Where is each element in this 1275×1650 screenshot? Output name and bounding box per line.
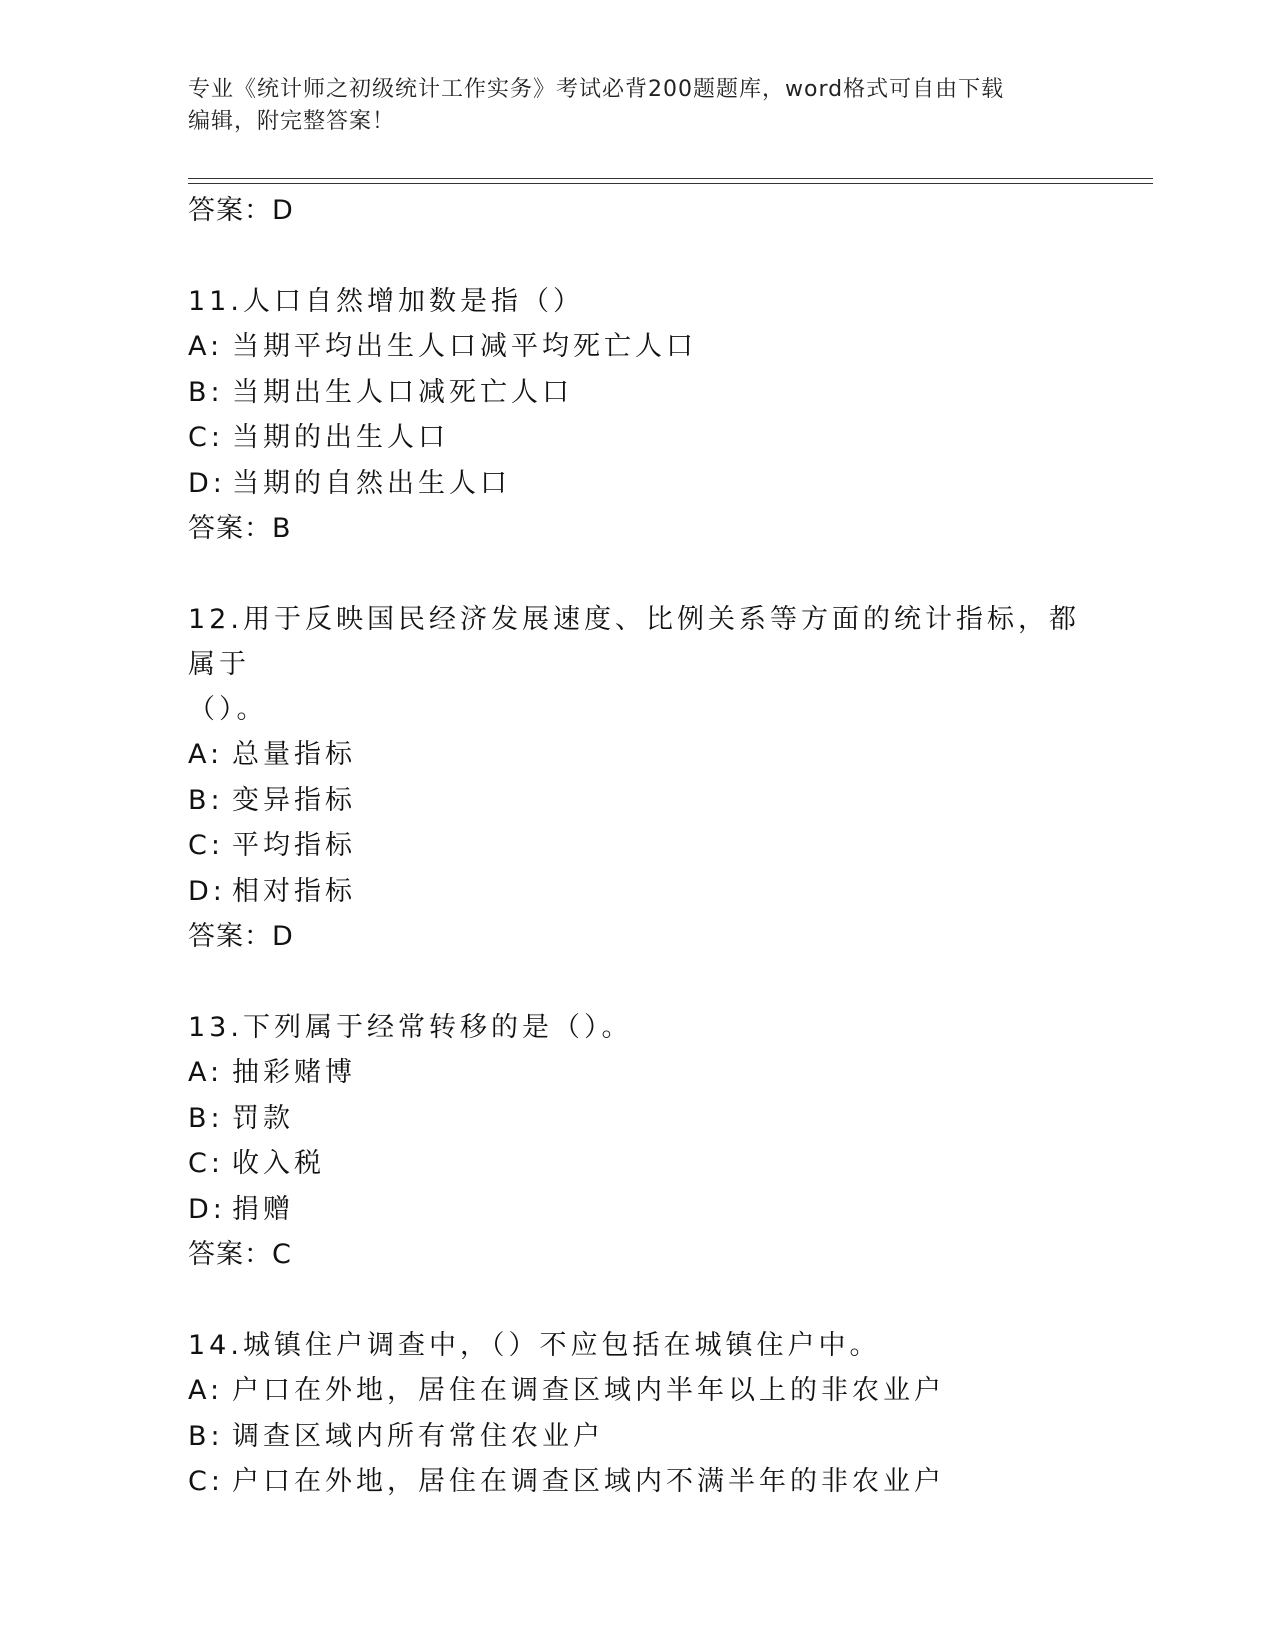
- option-text: 当期出生人口减死亡人口: [232, 376, 573, 408]
- option-d: [188, 1187, 1088, 1233]
- option-key: B:: [188, 784, 224, 816]
- question-12: [188, 597, 1088, 959]
- question-list: [188, 188, 1088, 1505]
- option-text: 当期平均出生人口减平均死亡人口: [232, 331, 697, 362]
- option-c: [188, 415, 1088, 461]
- header-line-2: 编辑，附完整答案！: [188, 109, 396, 134]
- header-rule-top: [188, 178, 1153, 179]
- option-text: 总量指标: [232, 739, 356, 770]
- option-text: 户口在外地，居住在调查区域内不满半年的非农业户: [232, 1466, 945, 1497]
- option-text: 抽彩赌博: [232, 1057, 356, 1088]
- option-c: [188, 823, 1088, 869]
- option-text: 平均指标: [232, 830, 356, 861]
- option-key: B:: [188, 1420, 224, 1452]
- header-rule-bottom: [188, 183, 1153, 184]
- header-line-1: 专业《统计师之初级统计工作实务》考试必背200题题库，word格式可自由下载: [188, 77, 1005, 102]
- option-text: 当期的自然出生人口: [232, 467, 511, 499]
- previous-answer: 答案：D: [188, 195, 294, 226]
- option-c: [188, 1459, 1088, 1505]
- option-key: A:: [188, 739, 224, 770]
- option-text: 当期的出生人口: [232, 422, 449, 453]
- option-text: 户口在外地，居住在调查区域内半年以上的非农业户: [232, 1375, 945, 1406]
- option-a: [188, 324, 1088, 370]
- option-text: 收入税: [232, 1148, 325, 1179]
- option-a: [188, 1050, 1088, 1096]
- option-b: [188, 370, 1088, 416]
- option-b: [188, 1096, 1088, 1142]
- document-header: [188, 74, 1088, 138]
- option-b: [188, 778, 1088, 824]
- option-a: [188, 1368, 1088, 1414]
- option-key: C:: [188, 830, 224, 861]
- option-d: [188, 461, 1088, 507]
- question-11: [188, 279, 1088, 551]
- option-text: 变异指标: [232, 784, 356, 816]
- option-text: 罚款: [232, 1102, 294, 1134]
- answer: 答案：B: [188, 513, 292, 544]
- option-key: A:: [188, 1057, 224, 1088]
- question-text-continued: （）。: [188, 694, 268, 725]
- option-key: D:: [188, 875, 226, 907]
- answer: 答案：C: [188, 1239, 292, 1270]
- option-key: B:: [188, 376, 224, 408]
- option-text: 捐赠: [232, 1193, 294, 1225]
- option-key: A:: [188, 331, 224, 362]
- option-key: B:: [188, 1102, 224, 1134]
- option-text: 相对指标: [232, 875, 356, 907]
- option-key: D:: [188, 1193, 226, 1225]
- option-b: [188, 1414, 1088, 1460]
- option-c: [188, 1141, 1088, 1187]
- question-13: [188, 1005, 1088, 1277]
- question-text: 11.人口自然增加数是指（）: [188, 286, 584, 317]
- option-key: C:: [188, 1466, 224, 1497]
- option-a: [188, 732, 1088, 778]
- option-key: C:: [188, 422, 224, 453]
- question-text: 12.用于反映国民经济发展速度、比例关系等方面的统计指标，都属于: [188, 604, 1080, 680]
- option-key: D:: [188, 467, 226, 499]
- answer: 答案：D: [188, 921, 294, 952]
- question-text: 13.下列属于经常转移的是（）。: [188, 1012, 633, 1043]
- option-d: [188, 869, 1088, 915]
- option-key: A:: [188, 1375, 224, 1406]
- option-key: C:: [188, 1148, 224, 1179]
- question-14: [188, 1323, 1088, 1505]
- question-text: 14.城镇住户调查中，（）不应包括在城镇住户中。: [188, 1330, 881, 1361]
- option-text: 调查区域内所有常住农业户: [232, 1420, 604, 1452]
